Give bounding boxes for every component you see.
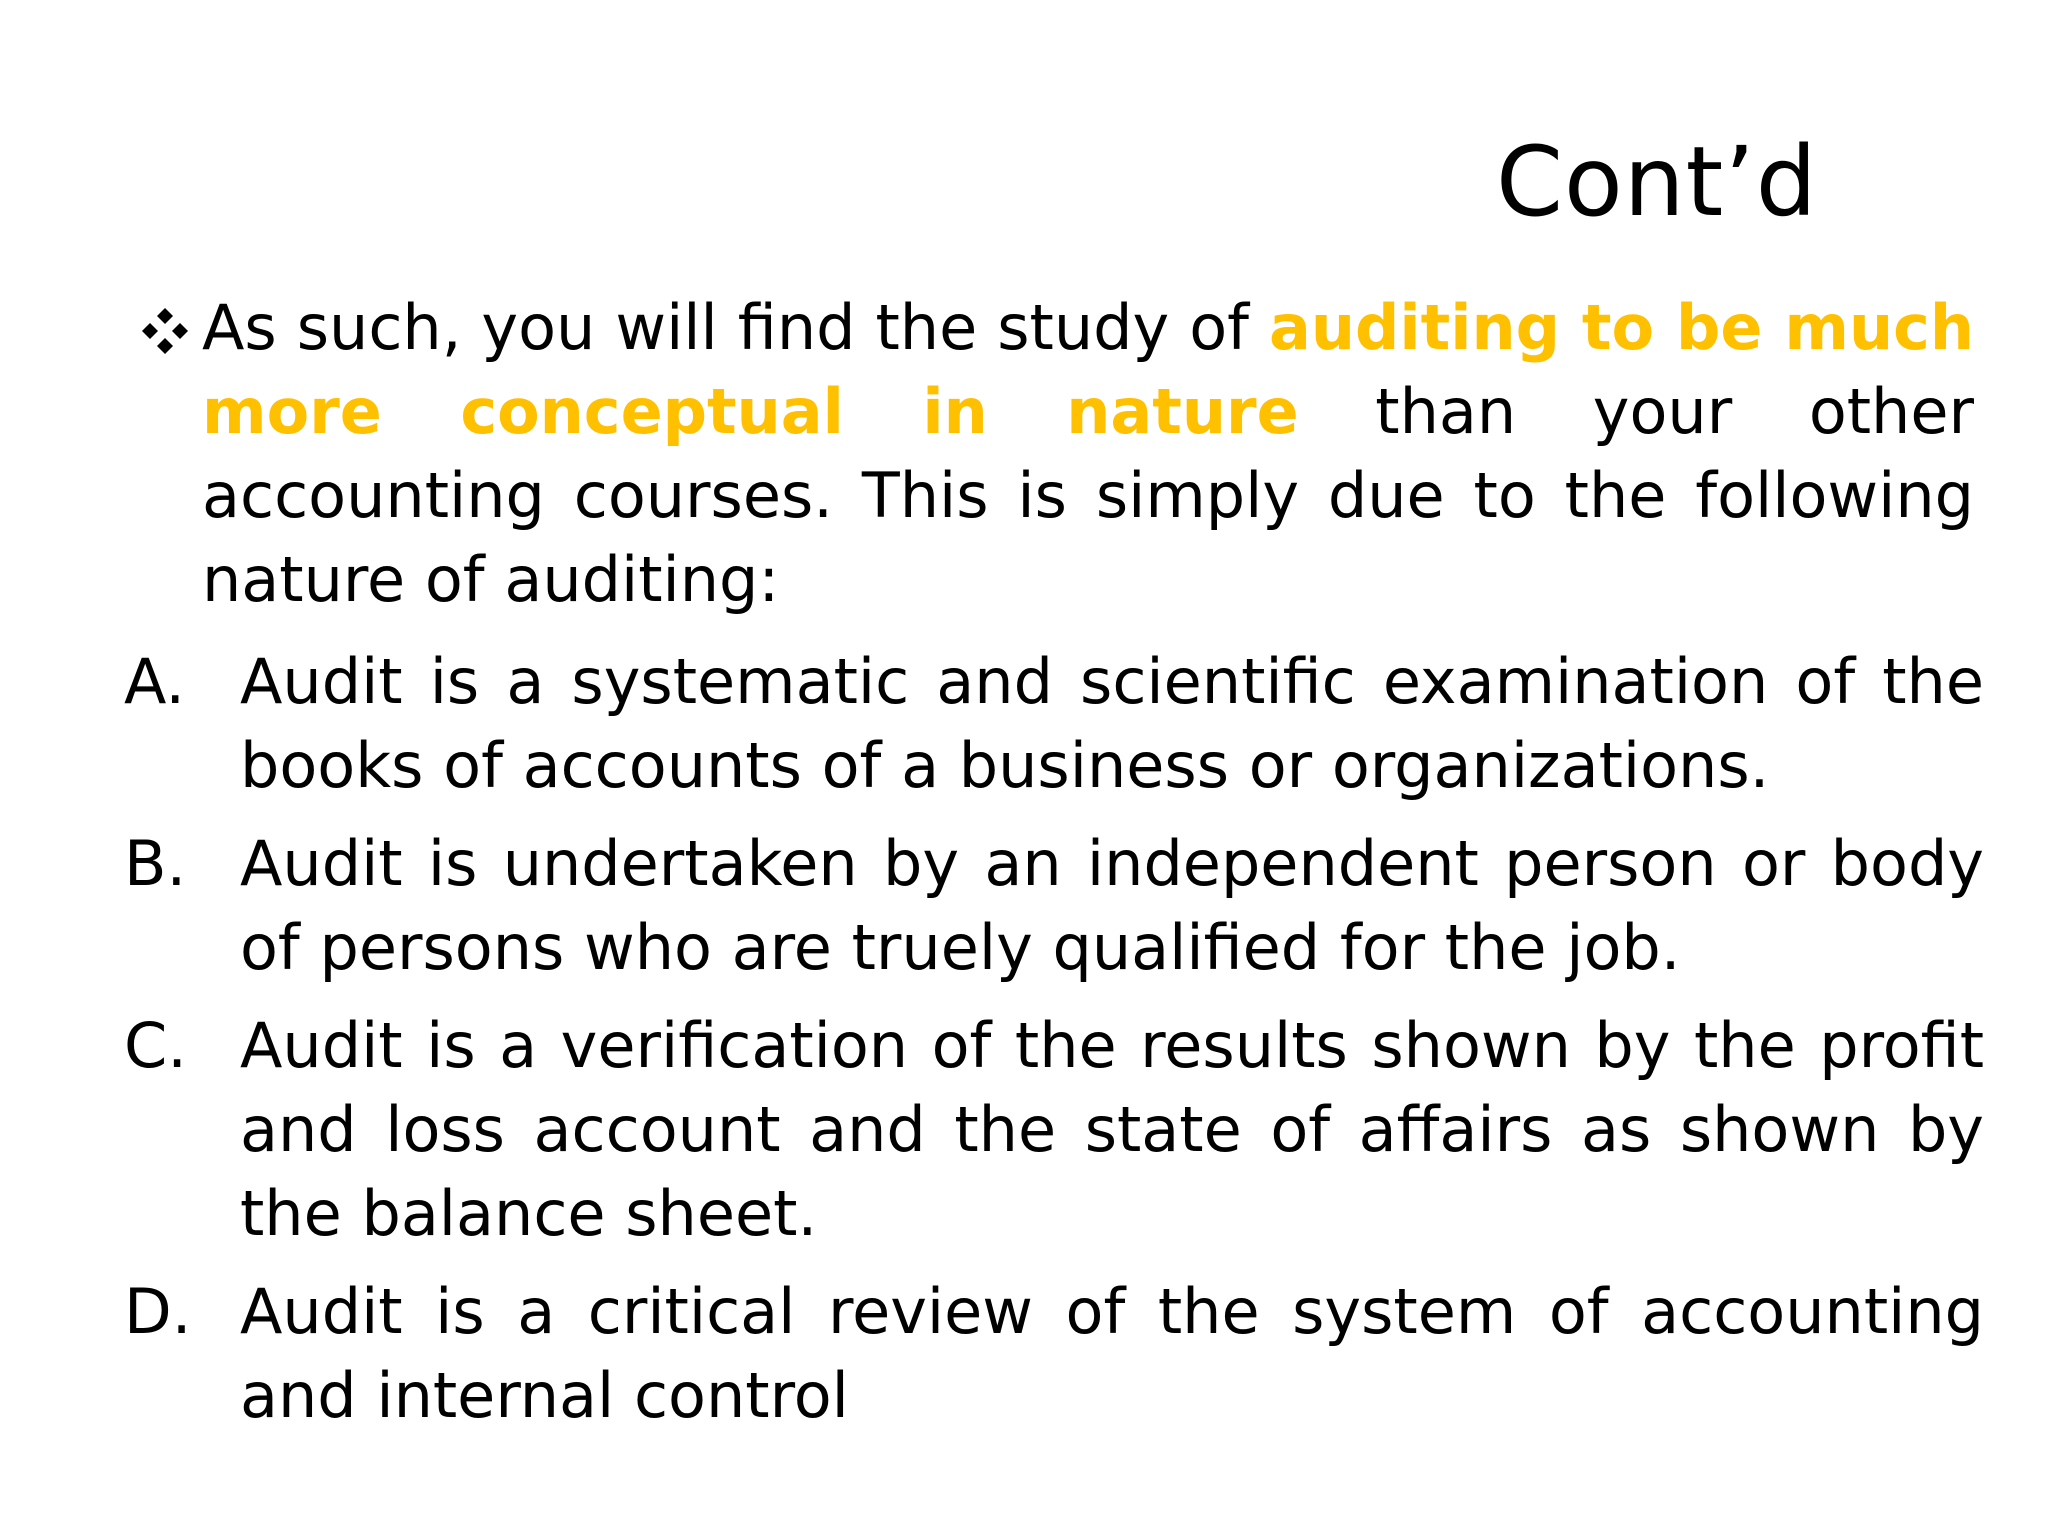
list-item-text: Audit is undertaken by an independent person or body of persons who are truely qualified for the job. (240, 827, 1984, 984)
list-marker: A. (124, 645, 186, 718)
list-item-a (124, 640, 1984, 808)
nature-of-audit-list (124, 640, 1984, 1452)
intro-bullet (140, 286, 2000, 622)
diamond-bullet-icon (140, 286, 202, 372)
list-item-b (124, 822, 1984, 990)
list-item-c (124, 1004, 1984, 1256)
intro-highlight: auditing to be much more conceptual in nature (202, 291, 1974, 448)
list-item-text: Audit is a critical review of the system of accounting and internal control (240, 1275, 1984, 1432)
list-marker: B. (124, 827, 187, 900)
list-marker: D. (124, 1275, 192, 1348)
list-item-text: Audit is a systematic and scientific examination of the books of accounts of a business or organizations. (240, 645, 1984, 802)
list-item-d (124, 1270, 1984, 1438)
list-marker: C. (124, 1009, 187, 1082)
list-item-text: Audit is a verification of the results shown by the profit and loss account and the state of affairs as shown by the balance sheet. (240, 1009, 1984, 1250)
intro-text-after: than your other accounting courses. This is simply due to the following nature of auditing: (202, 375, 1974, 616)
intro-text-before: As such, you will find the study of (202, 291, 1269, 364)
slide-title: Cont’d (1496, 126, 1818, 238)
intro-text (202, 286, 1974, 622)
